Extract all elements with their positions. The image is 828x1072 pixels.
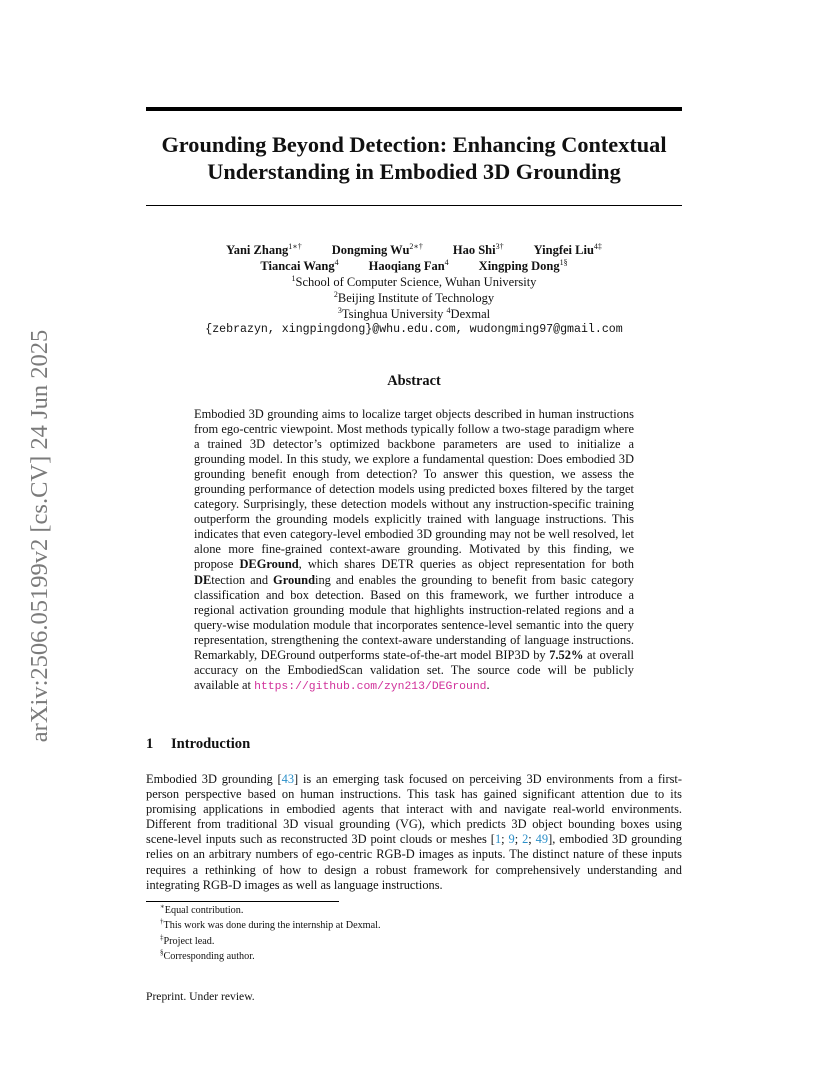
footnote: §Corresponding author. — [160, 948, 255, 962]
section-heading-introduction — [146, 736, 250, 753]
affiliation-3-4: $^3$Tsinghua University $^4$Dexmal — [337, 305, 491, 321]
citation-link[interactable]: 1 — [494, 832, 502, 847]
author-row-1 — [146, 242, 682, 258]
title-bottom-rule — [146, 205, 682, 206]
source-code-link[interactable]: https://github.com/zyn213/DEGround — [254, 680, 487, 693]
author-emails: {zebrazyn, xingpingdong}@whu.edu.com, wudongming97@gmail.com — [205, 323, 623, 336]
abstract-heading: Abstract — [387, 373, 441, 389]
title-top-rule — [146, 107, 682, 111]
author: Yingfei Liu$^{4\ddagger}$ — [533, 241, 602, 257]
citation-link[interactable]: 2 — [522, 832, 529, 847]
footnote: ∗Equal contribution. — [160, 902, 244, 916]
title-line-2: Understanding in Embodied 3D Grounding — [207, 159, 621, 184]
abstract-body: Embodied 3D grounding aims to localize target objects described in human instructions from ego-centric viewpoint. Most methods typically follow a two-stage paradigm where a trained 3D detector’s optimized backbone parameters are used to initialize a grounding model. In this study, we explore a fundamental question: Does embodied 3D grounding benefit enough from detection? To answer this question, we assess the grounding performance of detection models using predicted boxes filtered by the target category. Surprisingly, these detection models without any instruction-specific training outperform the grounding models explicitly trained with language instructions. This indicates that even category-level embodied 3D grounding may not be well resolved, let alone more fine-grained context-aware grounding. Motivated by this finding, we propose DEGround, which shares DETR queries as object representation for both DEtection and Grounding and enables the grounding to benefit from basic category classification and box detection. Based on this framework, we further introduce a regional activation grounding module that highlights instruction-related regions and a query-wise modulation module that incorporates sentence-level semantic into the query representation, strengthening the context-aware understanding of language instructions. Remarkably, DEGround outperforms state-of-the-art model BIP3D by 7.52% at overall accuracy on the EmbodiedScan validation set. The source code will be publicly available at https://github.com/zyn213/DEGround. — [194, 407, 634, 693]
author-block — [146, 242, 682, 338]
author: Yani Zhang$^{1∗\dagger}$ — [226, 241, 302, 257]
footnote-rule — [146, 901, 339, 902]
citation-link[interactable]: 9 — [508, 832, 515, 847]
citation-link[interactable]: 43 — [281, 772, 295, 786]
author: Tiancai Wang$^4$ — [260, 257, 339, 273]
affiliation-1: $^1$School of Computer Science, Wuhan University — [291, 273, 537, 289]
section-number: 1 — [146, 736, 154, 752]
arxiv-identifier: arXiv:2506.05199v2 [cs.CV] 24 Jun 2025 — [26, 329, 53, 743]
author: Haoqiang Fan$^4$ — [368, 257, 449, 273]
accuracy-gain: 7.52% — [549, 647, 584, 662]
footnotes — [160, 903, 381, 964]
footnote: ‡Project lead. — [160, 933, 215, 947]
author: Dongming $Wu^{2∗\dagger}$ — [331, 241, 423, 257]
citation-link[interactable]: 49 — [535, 832, 549, 847]
author: Xingping Dong$^{1\S}$ — [478, 257, 568, 273]
title-line-1: Grounding Beyond Detection: Enhancing Contextual — [161, 132, 667, 157]
affiliation-2: $^2$Beijing Institute of Technology — [333, 289, 495, 305]
preprint-status: Preprint. Under review. — [146, 990, 255, 1003]
footnote: †This work was done during the internship at Dexmal. — [160, 917, 381, 932]
introduction-paragraph: Embodied 3D grounding [43] is an emerging task focused on perceiving 3D environments from a first-person perspective based on human instructions. This task has gained significant attention due to its promising applications in embodied agents that interact with and navigate real-world environments. Different from traditional 3D visual grounding (VG), which predicts 3D object bounding boxes using scene-level inputs such as reconstructed 3D point clouds or meshes [1; 9; 2; 49], embodied 3D grounding relies on an arbitrary numbers of ego-centric RGB-D images as inputs. The distinct nature of these inputs requires a rethinking of how to design a robust framework for comprehensively understanding and integrating RGB-D images as well as language instructions. — [146, 772, 683, 892]
author-row-2 — [146, 258, 682, 274]
paper-title — [146, 131, 682, 185]
method-name: DEGround — [239, 557, 299, 572]
section-title: Introduction — [171, 736, 251, 752]
author: Hao Shi$^{3\dagger}$ — [452, 241, 504, 257]
